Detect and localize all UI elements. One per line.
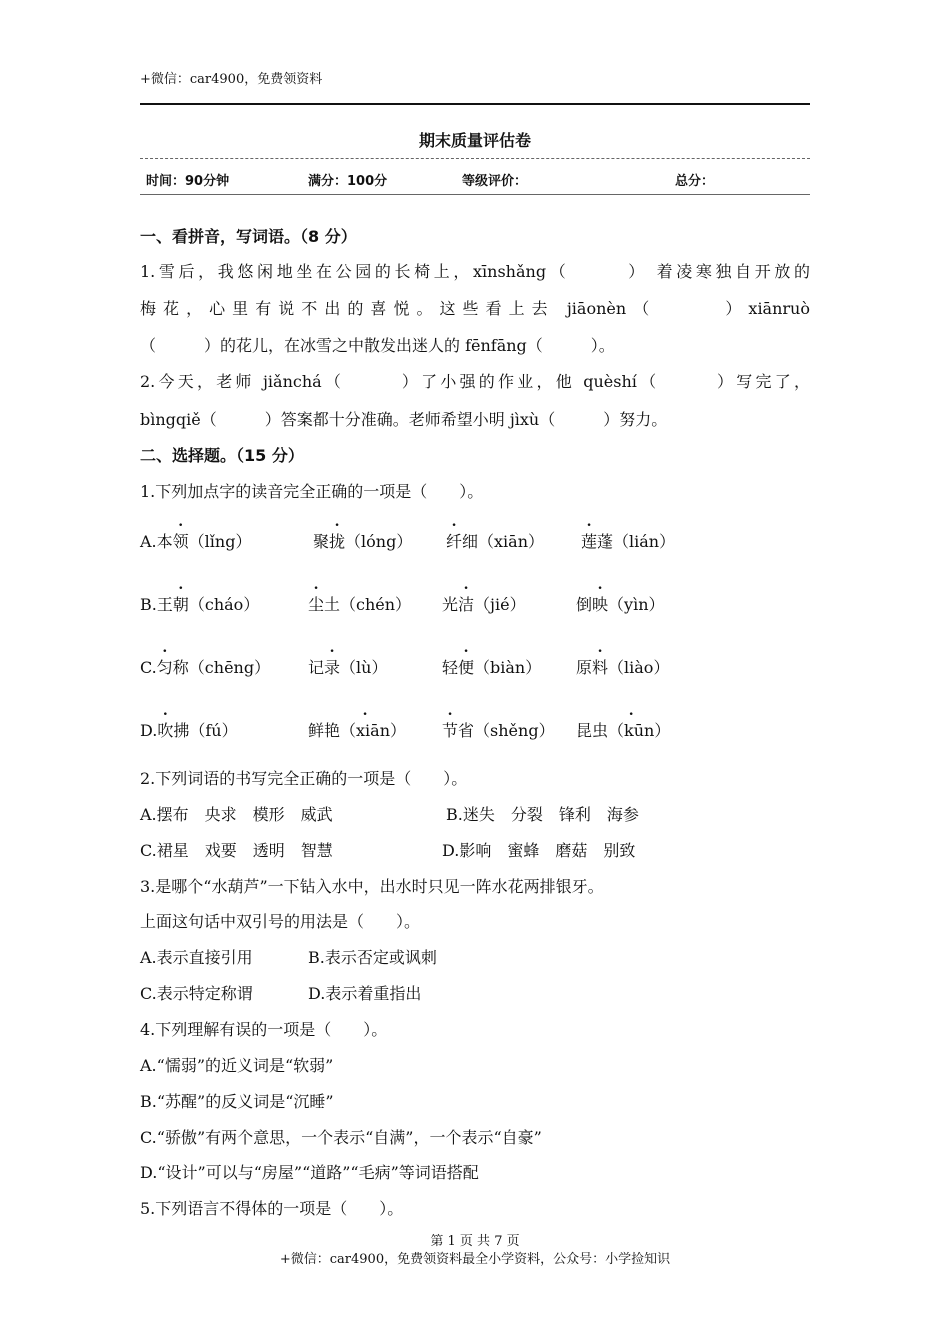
dotted-char: . 艳（xiān） (324, 721, 406, 740)
dotted-char: . 虫（kūn） (592, 721, 670, 740)
reading: 细（xiān） (462, 532, 545, 551)
option-prefix: D. (140, 721, 158, 740)
q2-option-a: A.摆布 央求 模形 威武 (140, 805, 333, 824)
q1-option-c-word2 (308, 655, 387, 678)
exam-time: 时间：90分钟 (146, 174, 230, 189)
reading: 土（chén） (324, 595, 412, 614)
option-prefix: C. (140, 658, 157, 677)
total-score: 总分： (675, 174, 715, 189)
reading: （lǐng） (188, 532, 252, 551)
reading: （lù） (340, 658, 388, 677)
dotted-char: 吹 (157, 721, 174, 740)
q2-option-b: B.迷失 分裂 锋利 海参 (446, 805, 639, 824)
dotted-char: 纤 (446, 532, 463, 551)
reading: （cháo） (188, 595, 260, 614)
word-char: 王 (156, 595, 173, 614)
q1-option-a-word2 (313, 529, 412, 552)
header-rule (140, 103, 810, 105)
word-char: 倒 (576, 595, 593, 614)
q1-option-a (140, 529, 251, 552)
word-char: 拂 (173, 721, 190, 740)
dotted-char: 录 (324, 658, 341, 677)
reading: （yìn） (608, 595, 665, 614)
word-char: 本 (156, 532, 173, 551)
reading: （lóng） (345, 532, 413, 551)
reading: （liào） (608, 658, 670, 677)
word-char: 原 (576, 658, 593, 677)
question-5-stem: 5.下列语言不得体的一项是（ ）。 (140, 1199, 404, 1218)
q1-option-b-word2 (308, 592, 411, 615)
grade-evaluation: 等级评价： (462, 174, 528, 189)
q2-option-c: C.裙星 戏要 透明 智慧 (140, 841, 333, 860)
word-char: 轻 (442, 658, 459, 677)
info-divider (140, 194, 810, 195)
option-prefix: B. (140, 595, 157, 614)
q1-option-c-word4 (576, 655, 669, 678)
section-1-line: 2.今天，老师 jiǎnchá（ ）了小强的作业，他 quèshí（ ）写完了， (140, 372, 810, 391)
dotted-char: 便 (458, 658, 475, 677)
section-1-line: bìngqiě（ ）答案都十分准确。老师希望小明 jìxù（ ）努力。 (140, 410, 668, 429)
word-char: 省 (458, 721, 475, 740)
word-char: 聚 (313, 532, 330, 551)
q1-option-a-word3 (446, 529, 544, 552)
dotted-char: 拢 (329, 532, 346, 551)
question-3-sub: 上面这句话中双引号的用法是（ ）。 (140, 912, 421, 931)
q1-option-c (140, 655, 270, 678)
section-1-line: 梅花，心里有说不出的喜悦。这些看上去 jiāonèn（ ）xiānruò (140, 299, 810, 318)
word-char: 记 (308, 658, 325, 677)
dotted-char: 尘 (308, 595, 325, 614)
q1-option-b (140, 592, 259, 615)
q3-option-c: C.表示特定称谓 (140, 984, 253, 1003)
section-2-title: 二、选择题。（15 分） (140, 446, 304, 465)
title-divider (140, 158, 810, 159)
dotted-char: 映 (592, 595, 609, 614)
dotted-char: 朝 (172, 595, 189, 614)
q1-option-b-word4 (576, 592, 665, 615)
q4-option-c: C.“骄傲”有两个意思，一个表示“自满”，一个表示“自豪” (140, 1128, 542, 1147)
dotted-char: 料 (592, 658, 609, 677)
section-1-line: （ ）的花儿，在冰雪之中散发出迷人的 fēnfāng（ ）。 (140, 336, 615, 355)
q4-option-d: D.“设计”可以与“房屋”“道路”“毛病”等词语搭配 (140, 1163, 479, 1182)
reading: （jié） (474, 595, 526, 614)
q1-option-d (140, 718, 238, 741)
dotted-char: 匀 (156, 658, 173, 677)
q1-option-b-word3 (442, 592, 526, 615)
q3-option-d: D.表示着重指出 (308, 984, 422, 1003)
footer-note: +微信：car4900，免费领资料最全小学资料，公众号：小学捡知识 (279, 1252, 671, 1267)
q3-option-b: B.表示否定或讽刺 (308, 948, 437, 967)
q4-option-b: B.“苏醒”的反义词是“沉睡” (140, 1092, 334, 1111)
dotted-char: 节 (442, 721, 459, 740)
q1-option-d-word2 (308, 718, 406, 741)
reading: 蓬（lián） (597, 532, 676, 551)
question-3-stem: 3.是哪个“水葫芦”一下钻入水中，出水时只见一阵水花两排银牙。 (140, 877, 604, 896)
q4-option-a: A.“懦弱”的近义词是“软弱” (140, 1056, 334, 1075)
word-char: 昆 (576, 721, 593, 740)
q3-option-a: A.表示直接引用 (140, 948, 253, 967)
header-note: +微信：car4900，免费领资料 (140, 72, 323, 87)
q1-option-c-word3 (442, 655, 541, 678)
page-number: 第 1 页 共 7 页 (430, 1234, 520, 1249)
dotted-char: 领 (172, 532, 189, 551)
reading: （fú） (189, 721, 238, 740)
page-title: 期末质量评估卷 (418, 131, 531, 150)
question-4-stem: 4.下列理解有误的一项是（ ）。 (140, 1020, 388, 1039)
section-1-title: 一、看拼音，写词语。（8 分） (140, 227, 357, 246)
word-char: 鲜 (308, 721, 325, 740)
q1-option-d-word3 (442, 718, 555, 741)
word-char: 光 (442, 595, 459, 614)
q1-option-a-word4 (581, 529, 675, 552)
reading: （chēng） (188, 658, 271, 677)
option-prefix: A. (140, 532, 157, 551)
q1-option-d-word4 (576, 718, 670, 741)
q2-option-d: D.影响 蜜蜂 磨菇 别致 (442, 841, 636, 860)
dotted-char: 莲 (581, 532, 598, 551)
full-score: 满分：100分 (308, 174, 388, 189)
reading: （shěng） (474, 721, 555, 740)
section-1-line: 1.雪后，我悠闲地坐在公园的长椅上，xīnshǎng（ ） 着凌寒独自开放的 (140, 262, 810, 281)
question-2-stem: 2.下列词语的书写完全正确的一项是（ ）。 (140, 769, 468, 788)
dotted-char: 洁 (458, 595, 475, 614)
reading: （biàn） (474, 658, 542, 677)
word-char: 称 (172, 658, 189, 677)
question-1-stem: 1.下列加点字的读音完全正确的一项是（ ）。 (140, 482, 484, 501)
